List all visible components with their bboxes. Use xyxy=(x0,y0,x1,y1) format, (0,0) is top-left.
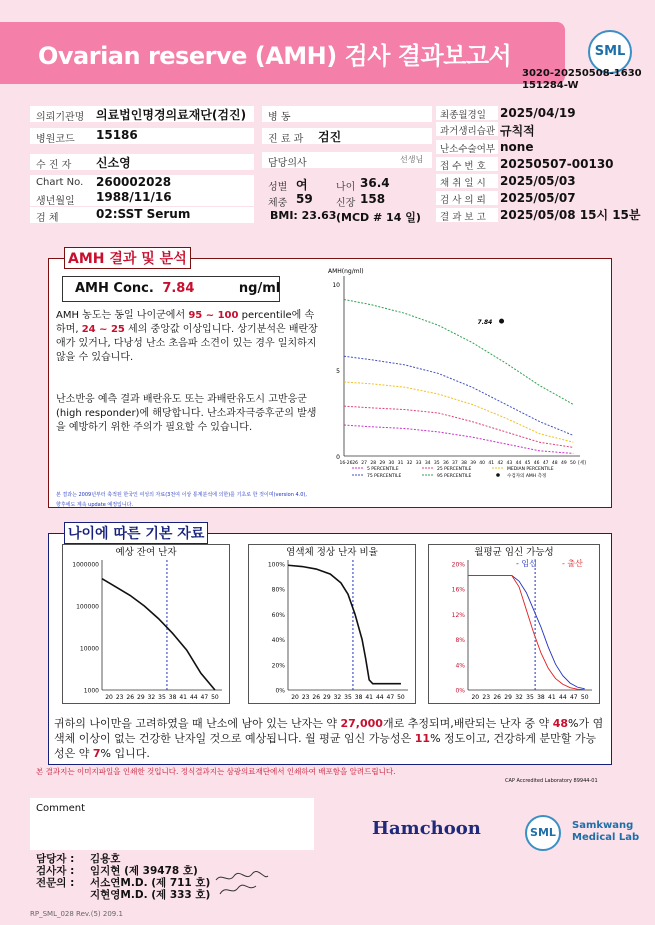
form-code: RP_SML_028 Rev.(5) 209.1 xyxy=(30,910,123,918)
x-tick-label: 20 xyxy=(471,694,480,701)
age-value: 36.4 xyxy=(360,176,390,190)
y-tick-label: 20% xyxy=(271,662,285,670)
y-tick-label: 0 xyxy=(336,454,340,461)
highlight-value: 27,000 xyxy=(340,717,383,730)
y-tick-label: 0% xyxy=(455,687,465,695)
weight-label: 체중 xyxy=(268,198,288,209)
x-tick-label: 38 xyxy=(537,694,545,701)
x-tick-label: 31 xyxy=(397,461,404,466)
amh-percentile-chart xyxy=(322,264,606,486)
legend-label: 5 PERCENTILE xyxy=(367,467,399,472)
y-tick-label: 4% xyxy=(455,662,465,670)
comment-label: Comment xyxy=(36,803,85,814)
legend-label: 25 PERCENTILE xyxy=(437,467,472,472)
amh-footnote-2: 향후에도 계속 update 예정입니다. xyxy=(56,502,134,508)
info-label: 생년월일 xyxy=(36,196,75,207)
chart-title: 월평균 임신 가능성 xyxy=(474,547,554,558)
doctor-suffix: 선생님 xyxy=(400,155,424,164)
x-tick-label: 32 xyxy=(333,694,342,701)
x-tick-label: 29 xyxy=(504,694,512,701)
info-label: 의뢰기관명 xyxy=(36,112,85,123)
signature-row xyxy=(36,877,210,889)
signature-row xyxy=(36,865,210,877)
info-value: 20250507-00130 xyxy=(500,157,614,171)
y-tick-label: 1000 xyxy=(83,687,99,695)
y-tick-label: 80% xyxy=(271,586,285,594)
x-tick-label: 38 xyxy=(354,694,363,701)
x-tick-label: 38 xyxy=(461,461,467,466)
x-tick-label: 41 xyxy=(365,694,373,701)
mcd: (MCD # 14 일) xyxy=(336,211,421,224)
x-tick-label: 28 xyxy=(370,461,377,466)
x-tick-label: 37 xyxy=(452,461,458,466)
x-tick-label: [세] xyxy=(578,461,586,466)
text-segment: 귀하의 나이만을 고려하였을 때 난소에 남아 있는 난자는 약 xyxy=(54,717,341,730)
highlight-value: 11 xyxy=(414,732,431,745)
x-tick-label: 26 xyxy=(312,694,321,701)
sml-logo: SML xyxy=(588,30,632,74)
series-line xyxy=(102,579,215,690)
chart-title: 염색체 정상 난자 비율 xyxy=(286,547,378,558)
info-value: 규칙적 xyxy=(500,124,535,138)
info-value: 2025/04/19 xyxy=(500,106,576,120)
x-tick-label: 26 xyxy=(126,694,135,701)
signatures xyxy=(36,853,210,901)
legend-label: 95 PERCENTILE xyxy=(437,474,472,479)
text-segment: % 입니다. xyxy=(100,747,150,760)
height-value: 158 xyxy=(360,192,386,206)
x-tick-label: 48 xyxy=(551,461,558,466)
doctor-label: 담당의사 xyxy=(268,158,307,169)
x-tick-label: 20 xyxy=(291,694,299,701)
bmi: BMI: 23.63 xyxy=(270,209,337,222)
legend-label: 수검자의 AMH 측정 xyxy=(507,474,547,479)
info-label: Chart No. xyxy=(36,177,84,188)
y-tick-label: 12% xyxy=(451,611,465,619)
signature-value: 지현영M.D. (제 333 호) xyxy=(90,889,211,901)
info-label: 검 사 의 뢰 xyxy=(440,195,486,206)
series-line xyxy=(468,575,585,688)
amh-concentration xyxy=(62,276,280,302)
y-tick-label: 1000000 xyxy=(72,561,99,569)
patient-amh-point xyxy=(499,319,504,324)
series-line xyxy=(288,565,401,683)
x-tick-label: 39 xyxy=(470,461,476,466)
x-tick-label: 50 xyxy=(570,461,576,466)
x-tick-label: 41 xyxy=(179,694,187,701)
legend-label: MEDIAN PERCENTILE xyxy=(507,467,554,472)
x-tick-label: 23 xyxy=(301,694,310,701)
highlight-value: 7 xyxy=(92,747,101,760)
highlight-value: 48 xyxy=(552,717,569,730)
info-value: 의료법인명경의료재단(검진) xyxy=(96,108,247,122)
info-value: 1988/11/16 xyxy=(96,190,172,204)
y-tick-label: 100% xyxy=(267,561,285,569)
y-tick-label: 20% xyxy=(451,561,465,569)
x-tick-label: 30 xyxy=(388,461,395,466)
normal-egg-ratio-chart xyxy=(248,544,416,704)
legend-pregnancy: - 임신 xyxy=(516,559,537,568)
legend-birth: - 출산 xyxy=(562,559,583,568)
amh-section-title: AMH 결과 및 분석 xyxy=(64,247,191,269)
age-summary xyxy=(54,716,604,761)
amh-response-prediction: 난소반응 예측 결과 배란유도 또는 과배란유도시 고반응군 (high responder)에 해당합니다. 난소과자극증후군의 발생을 예방하기 위한 주의가 필요할 수 있습니다. xyxy=(56,394,317,433)
x-tick-label: 29 xyxy=(137,694,145,701)
info-value: 15186 xyxy=(96,128,138,142)
x-tick-label: 44 xyxy=(189,694,198,701)
text-segment: percentile에 속하며, xyxy=(56,310,315,335)
signature-value: 임지현 (제 39478 호) xyxy=(90,865,198,877)
x-tick-label: 50 xyxy=(397,694,405,701)
x-tick-label: 35 xyxy=(344,694,352,701)
x-tick-label: 40 xyxy=(479,461,486,466)
samkwang-logo-mark: SML xyxy=(525,815,561,851)
x-tick-label: 32 xyxy=(406,461,413,466)
info-label: 채 취 일 시 xyxy=(440,178,486,189)
y-axis-label: AMH(ng/ml) xyxy=(328,268,364,275)
weight-value: 59 xyxy=(296,192,313,206)
x-tick-label: 35 xyxy=(158,694,166,701)
x-tick-label: 46 xyxy=(533,461,540,466)
samkwang-logo: Samkwang Medical Lab xyxy=(572,820,640,843)
x-tick-label: 29 xyxy=(379,461,386,466)
info-label: 접 수 번 호 xyxy=(440,161,486,172)
x-tick-label: 41 xyxy=(548,694,556,701)
info-value: 260002028 xyxy=(96,175,172,189)
y-tick-label: 0% xyxy=(275,687,285,695)
x-tick-label: 32 xyxy=(515,694,523,701)
x-tick-label: 44 xyxy=(559,694,567,701)
report-id: 3020-20250508-1630 151284-W xyxy=(522,68,642,91)
y-tick-label: 40% xyxy=(271,637,285,645)
signature-value: 서소연M.D. (제 711 호) xyxy=(90,877,211,889)
x-tick-label: 26 xyxy=(352,461,358,466)
signature-row xyxy=(36,889,210,901)
x-tick-label: 44 xyxy=(515,461,522,466)
x-tick-label: 20 xyxy=(105,694,113,701)
info-label: 결 과 보 고 xyxy=(440,212,486,223)
legend-swatch xyxy=(496,473,500,477)
sex-label: 성별 xyxy=(268,182,288,193)
info-label: 병원코드 xyxy=(36,134,75,145)
x-tick-label: 47 xyxy=(200,694,209,701)
info-value: none xyxy=(500,140,534,154)
x-tick-label: 35 xyxy=(433,461,440,466)
info-value: 2025/05/08 15시 15분 xyxy=(500,208,641,222)
x-tick-label: 33 xyxy=(415,461,422,466)
x-tick-label: 49 xyxy=(560,461,567,466)
amh-conc-value: 7.84 xyxy=(162,281,195,296)
signature-label: 검사자 : xyxy=(36,865,75,877)
hamchoon-logo: Hamchoon xyxy=(372,818,481,839)
x-tick-label: 47 xyxy=(542,461,549,466)
info-value: 2025/05/03 xyxy=(500,174,576,188)
info-label: 난소수술여부 xyxy=(440,144,496,155)
amh-footnote-1: 본 결과는 2009년부터 축적된 한국인 여성의 자료(3천여 이상 통계분석에 의한)를 기초로 한 것이며(version 4.0), xyxy=(56,492,307,498)
x-tick-label: 45 xyxy=(524,461,531,466)
signature-label: 담당자 : xyxy=(36,853,75,865)
signature-value: 김용호 xyxy=(90,853,121,865)
text-segment: %가 염색체 이상이 없는 건강한 난자일 것으로 예상됩니다. 월 평균 임신 가능성은 xyxy=(54,717,604,745)
info-label: 검 체 xyxy=(36,213,59,224)
x-tick-label: 32 xyxy=(147,694,156,701)
amh-conc-unit: ng/ml xyxy=(238,281,281,296)
info-label: 과거생리습관 xyxy=(440,126,496,137)
age-label: 나이 xyxy=(336,182,356,193)
pregnancy-chance-chart xyxy=(428,544,600,704)
remaining-eggs-chart xyxy=(62,544,230,704)
info-value: 신소영 xyxy=(96,156,131,170)
y-tick-label: 5 xyxy=(336,368,340,375)
x-tick-label: 27 xyxy=(361,461,368,466)
x-tick-label: 35 xyxy=(526,694,534,701)
info-value: 2025/05/07 xyxy=(500,191,576,205)
y-tick-label: 10000 xyxy=(79,645,99,653)
x-tick-label: 47 xyxy=(569,694,578,701)
text-segment: 세의 중앙값 이상입니다. 상기분석은 배란장애가 있거나, 다낭성 난소 초음파 소견이 있는 경우 일치하지 않을 수 있습니다. xyxy=(56,324,318,363)
info-label: 최종월경일 xyxy=(440,110,486,121)
highlight-value: 95 ~ 100 xyxy=(188,310,239,321)
x-tick-label: 23 xyxy=(482,694,491,701)
x-tick-label: 34 xyxy=(424,461,431,466)
x-tick-label: 38 xyxy=(168,694,177,701)
info-value: 02:SST Serum xyxy=(96,207,191,221)
handwritten-signature xyxy=(212,868,272,898)
y-tick-label: 16% xyxy=(451,586,465,594)
text-segment: AMH 농도는 동일 나이군에서 xyxy=(56,310,189,321)
patient-amh-label: 7.84 xyxy=(477,319,493,327)
x-tick-label: 47 xyxy=(386,694,395,701)
info-label: 수 진 자 xyxy=(36,160,72,171)
legend-label: 75 PERCENTILE xyxy=(367,474,402,479)
age-section-title: 나이에 따른 기본 자료 xyxy=(64,522,208,544)
x-tick-label: 44 xyxy=(375,694,384,701)
chart-title: 예상 잔여 난자 xyxy=(115,547,177,558)
height-label: 신장 xyxy=(336,198,356,209)
x-tick-label: 16-26 xyxy=(339,461,353,466)
print-notice: 본 결과지는 이미지파일을 인쇄한 것입니다. 정식결과지는 삼광의료재단에서 인쇄하여 배포함을 알려드립니다. xyxy=(36,767,396,776)
y-tick-label: 100000 xyxy=(76,603,99,611)
x-tick-label: 26 xyxy=(493,694,501,701)
text-segment: 개로 추정되며,배란되는 난자 중 약 xyxy=(382,717,553,730)
cap-accreditation: CAP Accredited Laboratory 89944-01 xyxy=(505,778,598,784)
x-tick-label: 41 xyxy=(488,461,495,466)
amh-conc-label: AMH Conc. xyxy=(75,281,154,296)
x-tick-label: 43 xyxy=(506,461,513,466)
y-tick-label: 8% xyxy=(455,637,465,645)
signature-label: 전문의 : xyxy=(36,877,75,889)
signature-row xyxy=(36,853,210,865)
sex-value: 여 xyxy=(296,178,308,192)
highlight-value: 24 ~ 25 xyxy=(81,324,125,335)
y-tick-label: 60% xyxy=(271,611,285,619)
text-segment: % 정도이고, 건강하게 분만할 가능성은 약 xyxy=(54,732,597,760)
dept-value: 검진 xyxy=(318,130,342,144)
x-tick-label: 29 xyxy=(323,694,331,701)
y-tick-label: 10 xyxy=(332,282,340,289)
x-tick-label: 50 xyxy=(580,694,589,701)
x-tick-label: 23 xyxy=(115,694,124,701)
ward-label: 병 동 xyxy=(268,112,291,123)
x-tick-label: 42 xyxy=(497,461,504,466)
dept-label: 진 료 과 xyxy=(268,134,304,145)
amh-interpretation xyxy=(56,309,318,365)
report-title: Ovarian reserve (AMH) 검사 결과보고서 xyxy=(38,42,512,70)
x-tick-label: 36 xyxy=(442,461,449,466)
x-tick-label: 50 xyxy=(211,694,219,701)
